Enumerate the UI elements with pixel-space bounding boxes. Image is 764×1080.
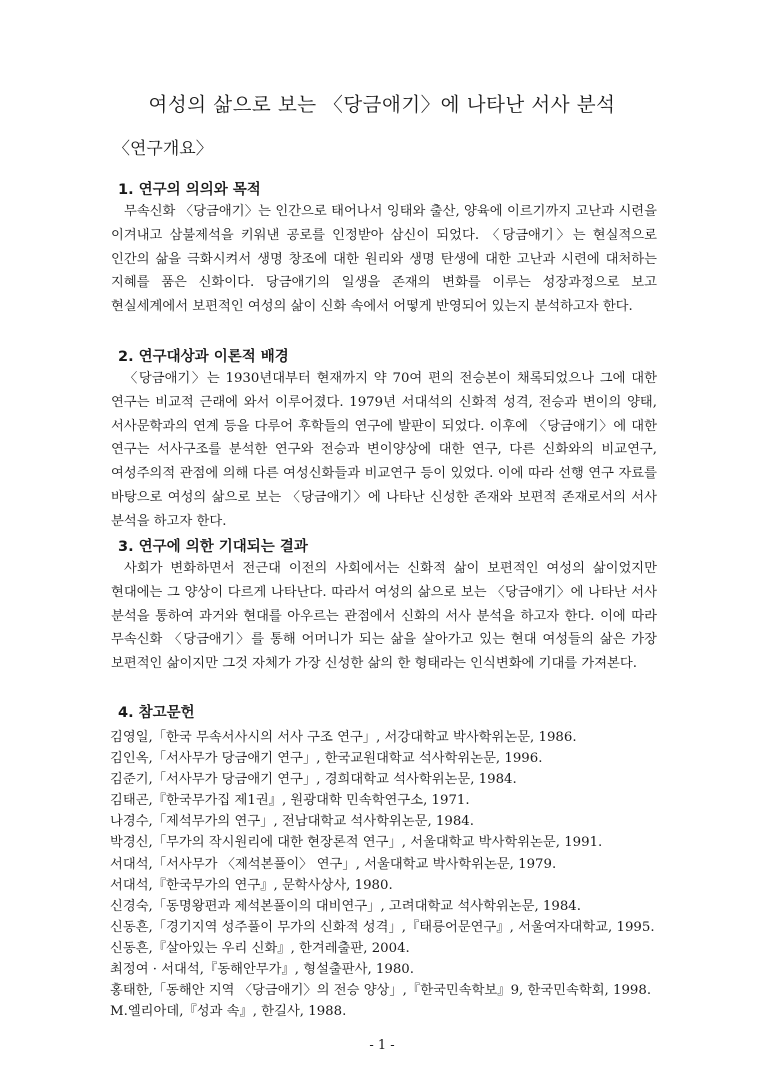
section-heading: 2. 연구대상과 이론적 배경 [118,349,289,365]
section-body: 사회가 변화하면서 전근대 이전의 사회에서는 신화적 삶이 보편적인 여성의 삶이었지만 현대에는 그 양상이 다르게 나타난다. 따라서 여성의 삶으로 보는 〈당금애기〉에 나타난 서사 분석을 통하여 과거와 현대를 아우르는 관점에서 신화의 서사 분석을 하고자 한다. 이에 따라 무속신화 〈당금애기〉를 통해 어머니가 되는 삶을 살아가고 있는 현대 여성들의 삶은 가장 보편적인 삶이지만 그것 자체가 가장 신성한 삶의 한 형태라는 인식변화에 기대를 가져본다. [111,561,657,672]
section-expected-results [111,537,657,676]
section-purpose [111,180,657,319]
reference-item: 신동흔,「경기지역 성주풀이 무가의 신화적 성격」,『태릉어문연구』, 서울여자대학교, 1995. [110,919,655,935]
section-body: 무속신화 〈당금애기〉는 인간으로 태어나서 잉태와 출산, 양육에 이르기까지 고난과 시련을 이겨내고 삼불제석을 키워낸 공로를 인정받아 삼신이 되었다. 〈당금애기〉는 현실적으로 인간의 삶을 극화시켜서 생명 창조에 대한 원리와 생명 탄생에 대한 고난과 시련에 대처하는 지혜를 품은 신화이다. 당금애기의 일생을 존재의 변화를 이루는 성장과정으로 보고 현실세계에서 보편적인 여성의 삶이 신화 속에서 어떻게 반영되어 있는지 분석하고자 한다. [111,204,657,315]
reference-item: 최정여 · 서대석,『동해안무가』, 형설출판사, 1980. [110,962,414,978]
reference-item: 김준기,「서사무가 당금애기 연구」, 경희대학교 석사학위논문, 1984. [110,772,517,788]
reference-item: 신경숙,「동명왕편과 제석본풀이의 대비연구」, 고려대학교 석사학위논문, 1984. [110,898,581,914]
reference-item: 홍태한,「동해안 지역 〈당금애기〉의 전승 양상」,『한국민속학보』9, 한국민속학회, 1998. [110,983,652,999]
reference-item: 서대석,『한국무가의 연구』, 문학사상사, 1980. [110,877,393,893]
section-background [111,347,657,534]
page-number: - 1 - [369,1038,395,1053]
section-heading: 3. 연구에 의한 기대되는 결과 [118,539,308,555]
section-heading: 4. 참고문헌 [118,705,195,721]
reference-item: M.엘리아데,『성과 속』, 한길사, 1988. [110,1004,347,1020]
reference-item: 서대석,「서사무가 〈제석본풀이〉 연구」, 서울대학교 박사학위논문, 1979. [110,856,557,872]
overview-heading: 〈연구개요〉 [113,139,213,159]
reference-item: 김태곤,『한국무가집 제1권』, 원광대학 민속학연구소, 1971. [110,793,470,809]
section-references [111,703,657,1022]
document-title: 여성의 삶으로 보는 〈당금애기〉에 나타난 서사 분석 [148,93,616,116]
reference-list [111,727,657,1022]
reference-item: 박경신,「무가의 작시원리에 대한 현장론적 연구」, 서울대학교 박사학위논문, 1991. [110,835,603,851]
reference-item: 김영일,「한국 무속서사시의 서사 구조 연구」, 서강대학교 박사학위논문, 1986. [110,730,577,745]
reference-item: 신동흔,『살아있는 우리 신화』, 한겨레출판, 2004. [110,940,410,956]
section-body: 〈당금애기〉는 1930년대부터 현재까지 약 70여 편의 전승본이 채록되었으나 그에 대한 연구는 비교적 근래에 와서 이루어졌다. 1979년 서대석의 신화적 성격, 전승과 변이의 양태, 서사문학과의 연계 등을 다루어 후학들의 연구에 발판이 되었다. 이후에 〈당금애기〉에 대한 연구는 서사구조를 분석한 연구와 전승과 변이양상에 대한 연구, 다른 신화와의 비교연구, 여성주의적 관점에 의해 다른 여성신화들과 비교연구 등이 있었다. 이에 따라 선행 연구 자료를 바탕으로 여성의 삶으로 보는 〈당금애기〉에 나타난 신성한 존재와 보편적 존재로서의 서사 분석을 하고자 한다. [111,371,657,529]
reference-item: 김인옥,「서사무가 당금애기 연구」, 한국교원대학교 석사학위논문, 1996. [110,751,543,767]
section-heading: 1. 연구의 의의와 목적 [118,182,261,198]
reference-item: 나경수,「제석무가의 연구」, 전남대학교 석사학위논문, 1984. [110,814,474,830]
